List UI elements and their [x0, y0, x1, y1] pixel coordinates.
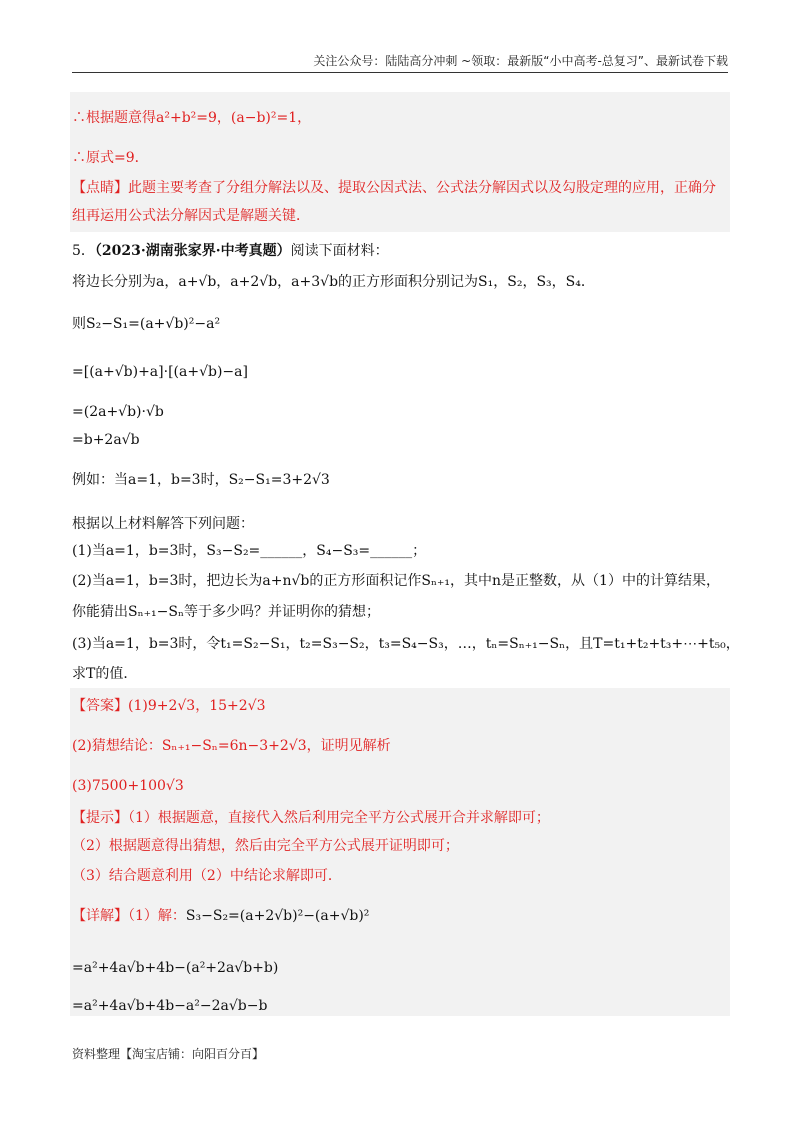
hint-line-1: 【提示】（1）根据题意，直接代入然后利用完全平方公式展开合并求解即可； [72, 810, 550, 826]
question-3-part-a: (3)当a=1，b=3时，令t₁=S₂−S₁，t₂=S₃−S₂，t₃=S₄−S₃，…，tₙ=Sₙ₊₁−Sₙ，且T=t₁+t₂+t₃+⋯+t₅₀， [72, 636, 740, 652]
problem-number: 5． [72, 243, 95, 259]
page-header: 关注公众号：陆陆高分冲刺 ~领取：最新版“小中高考-总复习”、最新试卷下载 [72, 52, 728, 73]
problem-heading [72, 241, 389, 261]
detail-label: 【详解】（1）解： [72, 908, 186, 924]
detail-line-3: =a²+4a√b+4b−a²−2a√b−b [72, 998, 268, 1014]
problem-source: （2023·湖南张家界·中考真题） [94, 243, 291, 259]
problem-line-1: 将边长分别为a，a+√b，a+2√b，a+3√b的正方形面积分别记为S₁，S₂，S₃，S₄． [72, 274, 595, 290]
problem-line-2: 则S₂−S₁=(a+√b)²−a² [72, 316, 221, 332]
detail-expression: S₃−S₂=(a+2√b)²−(a+√b)² [185, 908, 370, 924]
answer-line-1: 【答案】(1)9+2√3，15+2√3 [72, 698, 266, 714]
prev-note-1: 【点睛】此题主要考查了分组分解法以及、提取公因式法、公式法分解因式以及勾股定理的应用，正确分 [72, 180, 716, 196]
question-2-part-b: 你能猜出Sₙ₊₁−Sₙ等于多少吗？并证明你的猜想； [72, 604, 381, 620]
question-3-part-b: 求T的值． [72, 666, 138, 682]
problem-line-3: =[(a+√b)+a]·[(a+√b)−a] [72, 364, 248, 380]
detail-line-2: =a²+4a√b+4b−(a²+2a√b+b) [72, 960, 279, 976]
problem-line-5: =b+2a√b [72, 432, 140, 448]
question-1: (1)当a=1，b=3时，S₃−S₂=______，S₄−S₃=______； [72, 543, 427, 559]
hint-line-3: （3）结合题意利用（2）中结论求解即可． [72, 868, 342, 884]
question-2-part-a: (2)当a=1，b=3时，把边长为a+n√b的正方形面积记作Sₙ₊₁，其中n是正整数，从（1）中的计算结果， [72, 573, 720, 589]
answer-line-2: (2)猜想结论：Sₙ₊₁−Sₙ=6n−3+2√3，证明见解析 [72, 738, 391, 754]
prev-note-2: 组再运用公式法分解因式是解题关键． [72, 208, 310, 224]
answer-line-3: (3)7500+100√3 [72, 778, 184, 794]
prev-line-1: ∴根据题意得a²+b²=9，(a−b)²=1， [72, 110, 312, 126]
problem-instruction: 根据以上材料解答下列问题： [72, 516, 254, 532]
prev-line-2: ∴原式=9． [72, 150, 149, 166]
problem-line-4: =(2a+√b)·√b [72, 404, 164, 420]
problem-example: 例如：当a=1，b=3时，S₂−S₁=3+2√3 [72, 472, 330, 488]
detail-line-1 [72, 906, 369, 926]
hint-line-2: （2）根据题意得出猜想，然后由完全平方公式展开证明即可； [72, 838, 459, 854]
page-footer: 资料整理【淘宝店铺：向阳百分百】 [72, 1047, 265, 1061]
problem-intro: 阅读下面材料： [290, 243, 389, 259]
